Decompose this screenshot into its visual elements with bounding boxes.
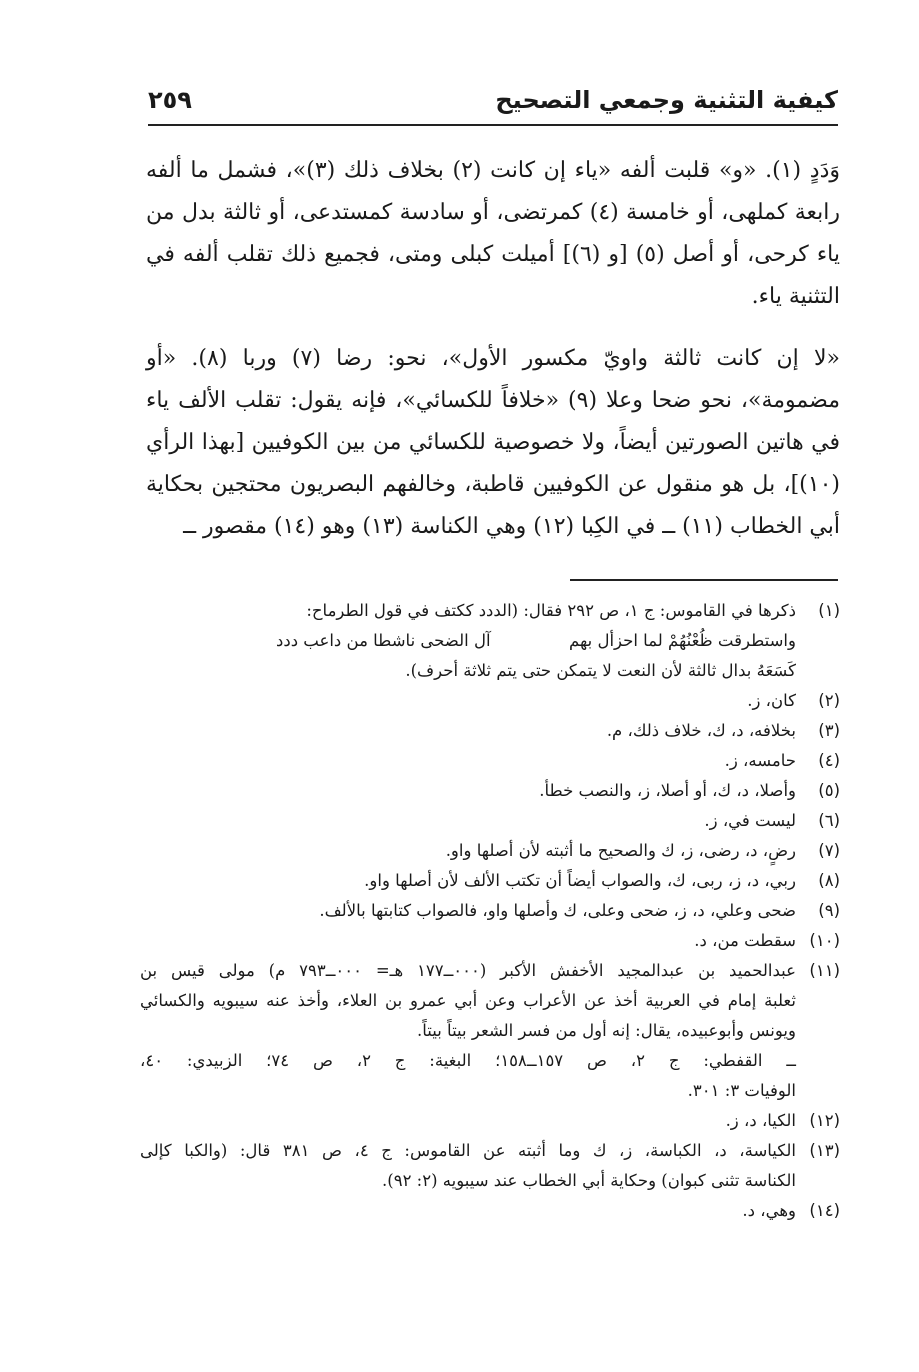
footnote (140, 836, 840, 866)
footnote-text: حامسه، ز. (724, 751, 796, 770)
footnote-text: كان، ز. (747, 691, 796, 710)
verse (276, 626, 796, 656)
footnote-text: سقطت من، د. (694, 931, 796, 950)
verse-hemistich: واستطرقت ظُعْنُهُمْ لما احزأل بهم (569, 631, 796, 650)
verse-hemistich: آل الضحى ناشطا من داعب ددد (276, 631, 491, 650)
footnote-text: ليست في، ز. (704, 811, 796, 830)
footnote-text: ربي، د، ز، ربى، ك، والصواب أيضاً أن تكتب الألف لأن أصلها واو. (364, 871, 796, 890)
footnote-number: (٣) (818, 721, 840, 740)
text-line: ألفه في التثنية ياء. (146, 242, 840, 309)
footnote-number: (٦) (818, 811, 840, 830)
text-line: ما ألفه رابعة كملهى، أو خامسة (٤) كمرتضى، أو سادسة كمستدعى، أو ثالثة (146, 158, 841, 225)
footnote (140, 1196, 840, 1226)
text-line: [بهذا الرأي (١٠)]، بل هو منقول عن الكوفيين قاطبة، وخالفهم البصريون (146, 430, 840, 497)
footnote-text: الوفيات ٣: ٣٠١. (687, 1081, 796, 1100)
text-line: محتجين بحكاية أبي الخطاب (١١) ــ في الكِبا (١٢) وهي الكناسة (١٣) وهو (١٤) مقصور ــ (146, 472, 840, 539)
text-line: بدل من ياء كرحى، أو أصل (٥) [و (٦)] أميلت كبلى ومتى، فجميع ذلك تقلب (146, 200, 840, 267)
footnote-text: ثعلبة إمام في العربية أخذ عن الأعراب وعن أبي عمرو بن العلاء، وأخذ عنه سيبويه والكسائي (140, 991, 796, 1010)
footnote (140, 896, 840, 926)
footnote (140, 596, 840, 686)
footnote-text: وأصلا، د، ك، أو أصلا، ز، والنصب خطأ. (539, 781, 796, 800)
main-text (146, 150, 840, 548)
chapter-title: كيفية التثنية وجمعي التصحيح (495, 86, 838, 114)
footnote-text: بخلافه، د، ك، خلاف ذلك، م. (606, 721, 796, 740)
text-line: «أو مضمومة»، نحو ضحا وعلا (٩) «خلافاً للكسائي»، فإنه يقول: تقلب (146, 346, 840, 413)
footnote-number: (٨) (818, 871, 840, 890)
footnote-number: (٤) (818, 751, 840, 770)
footnote-text: وهي، د. (742, 1201, 796, 1220)
page-number: ٢٥٩ (148, 86, 192, 114)
paragraph-1 (146, 150, 840, 318)
text-line: «لا إن كانت ثالثة واويّ مكسور الأول»، نحو: رضا (٧) وربا (٨). (176, 346, 841, 371)
footnote-text: ويونس وأبوعبيده، يقال: إنه أول من فسر الشعر بيتاً بيتاً. (416, 1021, 796, 1040)
footnote-text: ضحى وعلي، د، ز، ضحى وعلى، ك وأصلها واو، فالصواب كتابتها بالألف. (319, 901, 796, 920)
footnote-separator (570, 579, 838, 581)
footnote-text: الكناسة تثنى كبوان) وحكاية أبي الخطاب عند سيبويه (٢: ٩٢). (382, 1171, 796, 1190)
footnote-number: (٢) (818, 691, 840, 710)
footnote-text: رضٍ، د، رضى، ز، ك والصحيح ما أثبته لأن أصلها واو. (445, 841, 796, 860)
footnotes (140, 596, 840, 1226)
footnote-text: كَسَعَهُ بدال ثالثة لأن النعت لا يتمكن حتى يتم ثلاثة أحرف). (405, 661, 796, 680)
footnote-text: عبدالحميد بن عبدالمجيد الأخفش الأكبر (٠٠٠ــ١٧٧ هـ= ٠٠٠ــ٧٩٣ م) مولى قيس بن (140, 961, 796, 980)
footnote-number: (١٢) (809, 1111, 840, 1130)
footnote-number: (١١) (809, 961, 840, 980)
footnote (140, 716, 840, 746)
text-line: الألف ياء في هاتين الصورتين أيضاً، ولا خصوصية للكسائي من بين الكوفيين (146, 388, 840, 455)
paragraph-2 (146, 338, 840, 548)
footnote-text: الكياسة، د، الكباسة، ز، ك وما أثبته عن القاموس: ج ٤، ص ٣٨١ قال: (والكبا كإلى (140, 1141, 797, 1160)
footnote (140, 686, 840, 716)
footnote (140, 956, 840, 1106)
footnote (140, 1136, 840, 1196)
footnote-text: الكيا، د، ز. (725, 1111, 796, 1130)
footnote (140, 806, 840, 836)
footnote-number: (٧) (818, 841, 840, 860)
footnote (140, 866, 840, 896)
footnote-text: ذكرها في القاموس: ج ١، ص ٢٩٢ فقال: (الددد ككتف في قول الطرماح: (306, 601, 796, 620)
text-line: وَدَدٍ (١). «و» قلبت ألفه «ياء إن كانت (٢) بخلاف ذلك (٣)»، فشمل (208, 158, 840, 183)
footnote-number: (١٣) (809, 1141, 840, 1160)
footnote-number: (٩) (818, 901, 840, 920)
footnote-number: (١٠) (809, 931, 840, 950)
footnote-number: (١٤) (809, 1201, 840, 1220)
footnote-text: ــ القفطي: ج ٢، ص ١٥٧ــ١٥٨؛ البغية: ج ٢، ص ٧٤؛ الزبيدي: ٤٠، (140, 1051, 796, 1070)
running-header (148, 82, 838, 122)
footnote-number: (٥) (818, 781, 840, 800)
header-rule (148, 124, 838, 126)
footnote (140, 746, 840, 776)
footnote (140, 776, 840, 806)
footnote (140, 926, 840, 956)
footnote (140, 1106, 840, 1136)
footnote-number: (١) (818, 601, 840, 620)
